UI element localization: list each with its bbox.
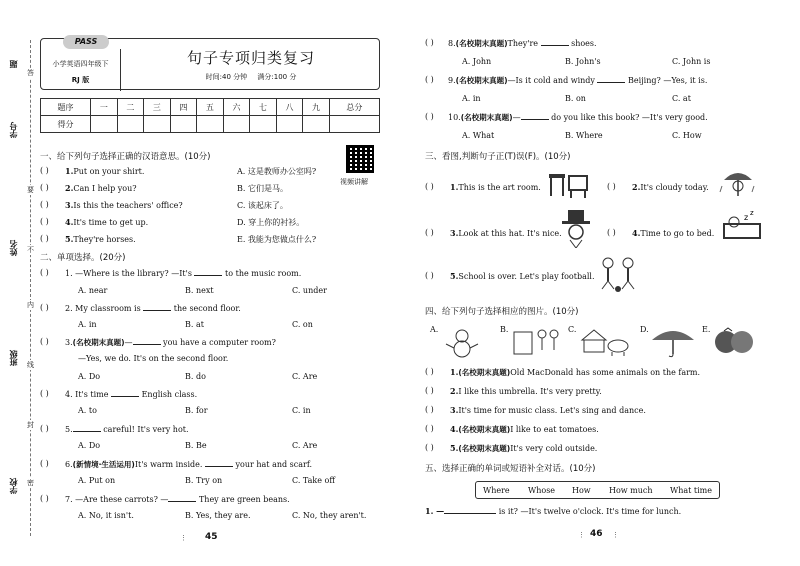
choice-b: B. Be: [185, 441, 207, 450]
judge-item-5: 5.School is over. Let's play football.: [450, 271, 595, 281]
grade-label: 小学英语四年级下: [52, 60, 109, 68]
answer-bracket[interactable]: ( ): [425, 367, 434, 376]
answer-bracket[interactable]: ( ): [40, 166, 49, 175]
question-3-reply: —Yes, we do. It's on the second floor.: [78, 354, 229, 363]
answer-bracket[interactable]: ( ): [40, 234, 49, 243]
snowman-picture-icon: [442, 328, 482, 358]
choice-b: B. Where: [565, 131, 603, 140]
question-7: 7. —Are these carrots? — They are green beans.: [65, 495, 290, 504]
choice-b: B. do: [185, 372, 206, 381]
page-number: 46: [590, 529, 603, 539]
choice-c: C. Are: [292, 441, 318, 450]
choice-a: A. No, it isn't.: [78, 511, 134, 520]
choice-a: A. Do: [78, 441, 101, 450]
pass-badge: PASS: [63, 35, 109, 49]
margin-label-school: 学校: [9, 478, 18, 494]
exam-meta: [123, 72, 379, 82]
margin-cut-nei: 内: [27, 301, 34, 309]
answer-blank[interactable]: [73, 424, 101, 432]
score-cell[interactable]: [117, 116, 144, 133]
choice-b: B. for: [185, 406, 208, 415]
margin-label-class: 班级: [9, 350, 18, 366]
answer-bracket[interactable]: ( ): [607, 228, 616, 237]
answer-bracket[interactable]: ( ): [40, 459, 49, 468]
answer-bracket[interactable]: ( ): [40, 424, 49, 433]
score-cell[interactable]: [250, 116, 277, 133]
list-item: 5.They're horses.: [65, 234, 136, 244]
picture-label-d: D.: [640, 325, 649, 334]
score-table: [40, 98, 380, 133]
answer-bracket[interactable]: ( ): [425, 386, 434, 395]
match-item-5: 5.(名校期末真题)It's very cold outside.: [450, 443, 598, 453]
judge-item-2: 2.It's cloudy today.: [632, 182, 709, 192]
score-table-header-row: [41, 99, 380, 116]
tomatoes-picture-icon: [712, 326, 756, 356]
margin-cut-da: 答: [27, 69, 34, 77]
section-5-heading: 五、选择正确的单词或短语补全对话。(10分): [425, 464, 596, 474]
word-bank-item: What time: [670, 486, 712, 495]
question-4: 4. It's time English class.: [65, 390, 198, 399]
section-3-heading: 三、看图,判断句子正(T)误(F)。(10分): [425, 152, 571, 162]
answer-blank[interactable]: [111, 389, 139, 397]
score-cell[interactable]: [91, 116, 118, 133]
score-cell[interactable]: [276, 116, 303, 133]
answer-bracket[interactable]: ( ): [425, 443, 434, 452]
score-cell[interactable]: [144, 116, 171, 133]
score-cell[interactable]: [329, 116, 379, 133]
judge-item-1: 1.This is the art room.: [450, 182, 541, 192]
question-5: 5. careful! It's very hot.: [65, 425, 189, 434]
answer-bracket[interactable]: ( ): [40, 268, 49, 277]
music-class-picture-icon: [512, 326, 562, 358]
answer-blank[interactable]: [133, 337, 161, 345]
judge-item-3: 3.Look at this hat. It's nice.: [450, 228, 562, 238]
list-item: 4.It's time to get up.: [65, 217, 149, 227]
edition-label: RJ 版: [71, 76, 90, 84]
margin-cut-mi: 密: [27, 479, 34, 487]
choice-b: B. Yes, they are.: [185, 511, 251, 520]
word-bank-item: How: [572, 486, 591, 495]
choice-a: A. in: [78, 320, 97, 329]
answer-blank[interactable]: [541, 38, 569, 46]
total-score: 满分:100 分: [257, 73, 297, 81]
margin-label-ti: 题: [9, 60, 18, 68]
svg-text:z: z: [750, 210, 754, 217]
word-bank: [475, 481, 720, 499]
score-header-cell: 五: [197, 99, 224, 116]
dialogue-item-1: 1. — is it? —It's twelve o'clock. It's time for lunch.: [425, 506, 682, 516]
picture-label-c: C.: [568, 325, 577, 334]
list-item: 2.Can I help you?: [65, 183, 137, 193]
worksheet-header: [40, 38, 380, 90]
choice-c: C. on: [292, 320, 313, 329]
question-6: 6.(新情境·生活运用)It's warm inside. your hat and scarf.: [65, 460, 313, 469]
answer-bracket[interactable]: ( ): [607, 182, 616, 191]
answer-bracket[interactable]: ( ): [40, 303, 49, 312]
score-header-cell: 六: [223, 99, 250, 116]
choice-b: B. John's: [565, 57, 601, 66]
choice-a: A. in: [462, 94, 481, 103]
picture-label-e: E.: [702, 325, 711, 334]
svg-text:z: z: [744, 213, 749, 222]
score-header-cell: 总分: [329, 99, 379, 116]
farm-picture-icon: [578, 326, 634, 356]
cut-line: [30, 40, 31, 536]
qr-code-icon[interactable]: [346, 145, 374, 173]
answer-bracket[interactable]: ( ): [425, 112, 434, 121]
header-grade-box: [41, 49, 121, 91]
choice-c: C. No, they aren't.: [292, 511, 367, 520]
answer-blank[interactable]: [194, 268, 222, 276]
umbrella-picture-icon: [650, 326, 696, 358]
choice-a: A. John: [462, 57, 492, 66]
time-limit: 时间:40 分钟: [205, 73, 248, 81]
choice-c: C. How: [672, 131, 702, 140]
margin-cut-feng: 封: [27, 421, 34, 429]
answer-bracket[interactable]: ( ): [425, 182, 434, 191]
page-marker-icon: ⋮: [578, 531, 585, 539]
choice-b: B. Try on: [185, 476, 223, 485]
answer-bracket[interactable]: ( ): [425, 424, 434, 433]
choice-option: B. 它们是马。: [237, 184, 288, 193]
match-item-4: 4.(名校期末真题)I like to eat tomatoes.: [450, 424, 599, 434]
choice-c: C. at: [672, 94, 691, 103]
judge-item-4: 4.Time to go to bed.: [632, 228, 715, 238]
list-item: 3.Is this the teachers' office?: [65, 200, 183, 210]
question-2: 2. My classroom is the second floor.: [65, 304, 241, 313]
section-2-heading: 二、单项选择。(20分): [40, 253, 126, 263]
score-header-cell: 九: [303, 99, 330, 116]
question-9: 9.(名校期末真题)—Is it cold and windy Beijing? —Yes, it is.: [448, 76, 708, 85]
section-1-heading: 一、给下列句子选择正确的汉语意思。(10分): [40, 152, 211, 162]
football-picture-icon: [596, 255, 642, 293]
page-marker-icon: ⋮: [180, 534, 187, 542]
question-8: 8.(名校期末真题)They're shoes.: [448, 39, 597, 48]
word-bank-item: Where: [483, 486, 510, 495]
score-cell[interactable]: [170, 116, 197, 133]
bed-picture-icon: [722, 210, 762, 246]
choice-c: C. in: [292, 406, 311, 415]
answer-bracket[interactable]: ( ): [425, 38, 434, 47]
word-bank-item: Whose: [528, 486, 556, 495]
picture-label-b: B.: [500, 325, 509, 334]
answer-bracket[interactable]: ( ): [40, 337, 49, 346]
question-1: 1. —Where is the library? —It's to the music room.: [65, 269, 302, 278]
score-header-cell: 三: [144, 99, 171, 116]
score-table-score-row: [41, 116, 380, 133]
choice-a: A. to: [78, 406, 97, 415]
score-header-cell: 七: [250, 99, 277, 116]
choice-c: C. Take off: [292, 476, 336, 485]
score-header-cell: 二: [117, 99, 144, 116]
answer-bracket[interactable]: ( ): [40, 494, 49, 503]
section-4-heading: 四、给下列句子选择相应的图片。(10分): [425, 307, 579, 317]
question-3: 3.(名校期末真题)— you have a computer room?: [65, 338, 276, 347]
answer-bracket[interactable]: ( ): [40, 389, 49, 398]
list-item: 1.Put on your shirt.: [65, 166, 145, 176]
score-header-cell: 四: [170, 99, 197, 116]
choice-b: B. on: [565, 94, 586, 103]
choice-a: A. What: [462, 131, 495, 140]
score-cell[interactable]: [303, 116, 330, 133]
score-cell[interactable]: [223, 116, 250, 133]
word-bank-item: How much: [609, 486, 653, 495]
choice-option: C. 该起床了。: [237, 201, 288, 210]
margin-cut-xian: 线: [27, 361, 34, 369]
page-marker-icon: ⋮: [612, 531, 619, 539]
art-room-picture-icon: [545, 166, 595, 202]
question-10: 10.(名校期末真题)— do you like this book? —It's very good.: [448, 113, 708, 122]
answer-blank[interactable]: [143, 303, 171, 311]
score-header-cell: 八: [276, 99, 303, 116]
picture-label-a: A.: [430, 325, 439, 334]
answer-bracket[interactable]: ( ): [425, 228, 434, 237]
score-header-cell: 题序: [41, 99, 91, 116]
answer-bracket[interactable]: ( ): [40, 200, 49, 209]
choice-a: A. Put on: [78, 476, 116, 485]
margin-label-name: 姓名: [9, 240, 18, 256]
answer-blank[interactable]: [444, 506, 496, 514]
choice-b: B. at: [185, 320, 204, 329]
match-item-2: 2.I like this umbrella. It's very pretty.: [450, 386, 602, 396]
margin-cut-bu: 不: [27, 246, 34, 254]
answer-blank[interactable]: [521, 112, 549, 120]
page-number: 45: [205, 532, 218, 542]
score-header-cell: 一: [91, 99, 118, 116]
rainy-weather-picture-icon: [718, 164, 758, 202]
choice-a: A. near: [78, 286, 108, 295]
choice-option: E. 我能为您做点什么?: [237, 235, 317, 244]
choice-option: D. 穿上你的衬衫。: [237, 218, 305, 227]
page-title: 句子专项归类复习: [186, 49, 315, 67]
qr-code-label: 视频讲解: [340, 178, 368, 186]
match-item-3: 3.It's time for music class. Let's sing and dance.: [450, 405, 646, 415]
answer-bracket[interactable]: ( ): [40, 183, 49, 192]
choice-c: C. under: [292, 286, 327, 295]
match-item-1: 1.(名校期末真题)Old MacDonald has some animals on the farm.: [450, 367, 701, 377]
answer-bracket[interactable]: ( ): [425, 75, 434, 84]
hat-picture-icon: [560, 208, 596, 248]
binding-margin: [0, 0, 34, 566]
choice-a: A. Do: [78, 372, 101, 381]
answer-blank[interactable]: [597, 75, 625, 83]
answer-blank[interactable]: [168, 494, 196, 502]
choice-b: B. next: [185, 286, 214, 295]
answer-blank[interactable]: [205, 459, 233, 467]
score-cell[interactable]: [197, 116, 224, 133]
margin-label-student-no: 学号: [9, 122, 18, 138]
answer-bracket[interactable]: ( ): [425, 271, 434, 280]
margin-cut-yao: 要: [27, 186, 34, 194]
answer-bracket[interactable]: ( ): [425, 405, 434, 414]
choice-c: C. Are: [292, 372, 318, 381]
score-row-label: 得分: [41, 116, 91, 133]
answer-bracket[interactable]: ( ): [40, 217, 49, 226]
choice-c: C. John is: [672, 57, 711, 66]
choice-option: A. 这是教师办公室吗?: [237, 167, 317, 176]
